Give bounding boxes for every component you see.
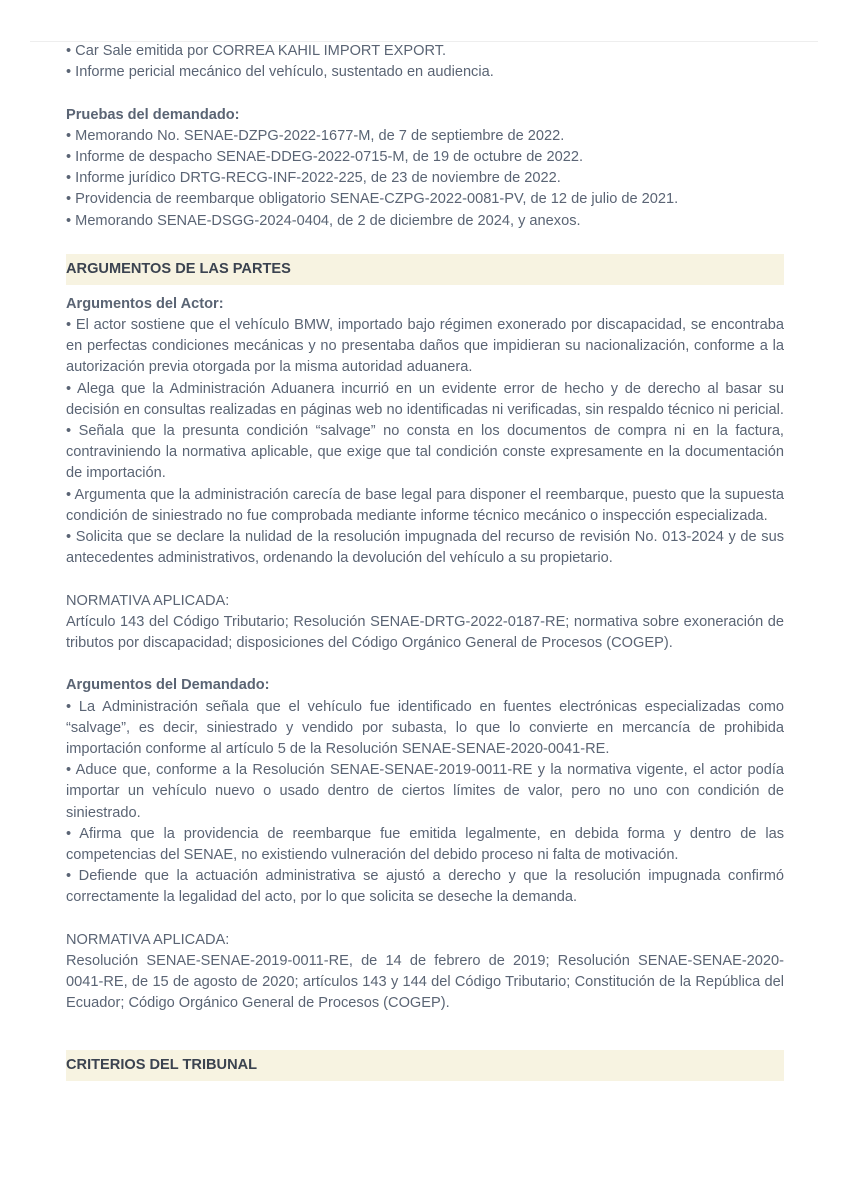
actor-arguments-heading: Argumentos del Actor:: [66, 295, 224, 312]
list-item: • Solicita que se declare la nulidad de la resolución impugnada del recurso de revisión No. 013-2024 y de sus antecedentes administrativos, ordenando la devolución del vehículo a su propietario.: [66, 529, 784, 567]
section-heading-arguments: [66, 254, 784, 285]
list-item: • Informe pericial mecánico del vehículo, sustentado en audiencia.: [66, 64, 494, 81]
list-item: • Car Sale emitida por CORREA KAHIL IMPORT EXPORT.: [66, 43, 447, 59]
list-item: • Señala que la presunta condición “salvage” no consta en los documentos de compra ni en la factura, contraviniendo la normativa aplicable, que exige que tal condición conste expresamente en la documentación de importación.: [66, 423, 784, 482]
defendant-evidence-heading: Pruebas del demandado:: [66, 106, 240, 123]
list-item: • La Administración señala que el vehículo fue identificado en fuentes electrónicas especializadas como “salvage”, es decir, siniestrado y vendido por subasta, lo que lo convierte en mercancía de prohibida importación conforme al artículo 5 de la Resolución SENAE-SENAE-2020-0041-RE.: [66, 698, 784, 758]
list-item: • Memorando No. SENAE-DZPG-2022-1677-M, de 7 de septiembre de 2022.: [66, 127, 565, 144]
normativa-label: NORMATIVA APLICADA:: [66, 931, 230, 948]
list-item: • Memorando SENAE-DSGG-2024-0404, de 2 de diciembre de 2024, y anexos.: [66, 212, 581, 229]
section-heading-criteria: [66, 1050, 784, 1081]
normativa-label: NORMATIVA APLICADA:: [66, 592, 230, 609]
list-item: • Argumenta que la administración carecía de base legal para disponer el reembarque, puesto que la supuesta condición de siniestrado no fue comprobada mediante informe técnico mecánico o inspección especializada.: [66, 486, 784, 524]
normativa-text: Resolución SENAE-SENAE-2019-0011-RE, de 14 de febrero de 2019; Resolución SENAE-SENAE-2020-0041-RE, de 15 de agosto de 2020; artículos 143 y 144 del Código Tributario; Constitución de la República del Ecuador; Código Orgánico General de Procesos (COGEP).: [66, 953, 784, 1012]
list-item: • Alega que la Administración Aduanera incurrió en un evidente error de hecho y de derecho al basar su decisión en consultas realizadas en páginas web no identificadas ni verificadas, sin respaldo técnico ni pericial.: [66, 380, 784, 418]
list-item: • Informe jurídico DRTG-RECG-INF-2022-225, de 23 de noviembre de 2022.: [66, 170, 561, 187]
list-item: • Informe de despacho SENAE-DDEG-2022-0715-M, de 19 de octubre de 2022.: [66, 149, 584, 165]
section-title: CRITERIOS DEL TRIBUNAL: [66, 1056, 258, 1073]
document-body: [66, 41, 784, 1081]
normativa-text: Artículo 143 del Código Tributario; Resolución SENAE-DRTG-2022-0187-RE; normativa sobre exoneración de tributos por discapacidad; disposiciones del Código Orgánico General de Procesos (COGEP).: [66, 613, 784, 652]
list-item: • Afirma que la providencia de reembarque fue emitida legalmente, en debida forma y dentro de las competencias del SENAE, no existiendo vulneración del debido proceso ni falta de motivación.: [66, 825, 784, 864]
list-item: • Defiende que la actuación administrativa se ajustó a derecho y que la resolución impugnada confirmó correctamente la legalidad del acto, por lo que solicita se deseche la demanda.: [66, 868, 784, 906]
list-item: • Aduce que, conforme a la Resolución SENAE-SENAE-2019-0011-RE y la normativa vigente, el actor podía importar un vehículo nuevo o usado dentro de ciertos límites de valor, pero no uno con condición de siniestrado.: [66, 762, 784, 821]
list-item: • El actor sostiene que el vehículo BMW, importado bajo régimen exonerado por discapacidad, se encontraba en perfectas condiciones mecánicas y no presentaba daños que impidieran su nacionalización, conforme a la autorización previa otorgada por la misma autoridad aduanera.: [66, 317, 784, 376]
defendant-arguments-heading: Argumentos del Demandado:: [66, 677, 270, 694]
list-item: • Providencia de reembarque obligatorio SENAE-CZPG-2022-0081-PV, de 12 de julio de 2021.: [66, 191, 679, 208]
section-title: ARGUMENTOS DE LAS PARTES: [66, 260, 291, 277]
